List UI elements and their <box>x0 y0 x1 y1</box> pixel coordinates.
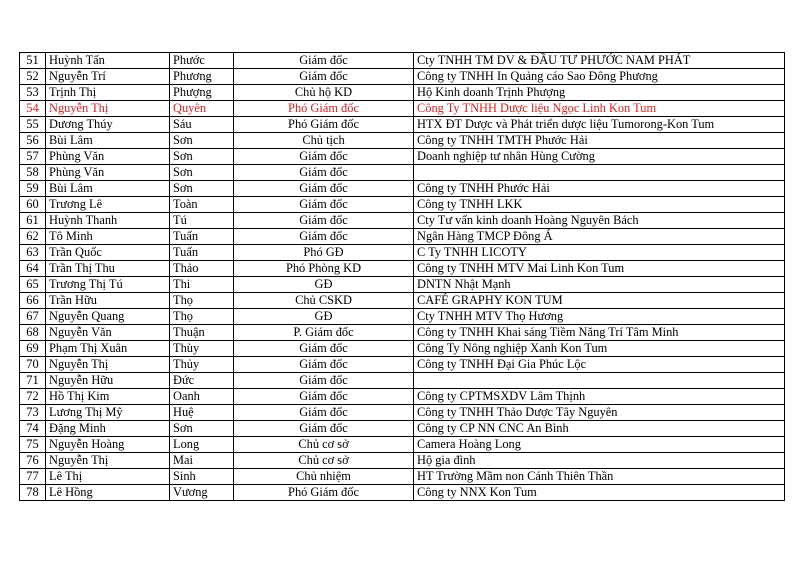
given-name-cell: Tú <box>170 213 234 229</box>
position-cell: Giám đốc <box>234 69 414 85</box>
table-row <box>20 485 785 501</box>
table-row <box>20 133 785 149</box>
table-row <box>20 101 785 117</box>
given-name-cell: Oanh <box>170 389 234 405</box>
table-row <box>20 261 785 277</box>
given-name-cell: Sơn <box>170 181 234 197</box>
surname-cell: Tô Minh <box>46 229 170 245</box>
organization-cell: Camera Hoàng Long <box>414 437 785 453</box>
table-row <box>20 309 785 325</box>
row-number: 75 <box>20 437 46 453</box>
row-number: 77 <box>20 469 46 485</box>
table-row <box>20 69 785 85</box>
surname-cell: Nguyễn Hữu <box>46 373 170 389</box>
surname-cell: Nguyễn Hoàng <box>46 437 170 453</box>
surname-cell: Huỳnh Tấn <box>46 53 170 69</box>
row-number: 61 <box>20 213 46 229</box>
position-cell: Giám đốc <box>234 229 414 245</box>
surname-cell: Phùng Văn <box>46 149 170 165</box>
given-name-cell: Phương <box>170 69 234 85</box>
organization-cell: Công ty TNHH In Quảng cáo Sao Đông Phương <box>414 69 785 85</box>
table-row <box>20 245 785 261</box>
organization-cell <box>414 373 785 389</box>
organization-cell: Công ty TNHH Đại Gia Phúc Lộc <box>414 357 785 373</box>
organization-cell: Hộ gia đình <box>414 453 785 469</box>
given-name-cell: Huệ <box>170 405 234 421</box>
member-table <box>19 52 785 501</box>
position-cell: Chủ CSKD <box>234 293 414 309</box>
surname-cell: Nguyễn Thị <box>46 453 170 469</box>
organization-cell: DNTN Nhật Mạnh <box>414 277 785 293</box>
row-number: 78 <box>20 485 46 501</box>
row-number: 55 <box>20 117 46 133</box>
organization-cell: Công Ty Nông nghiệp Xanh Kon Tum <box>414 341 785 357</box>
given-name-cell: Thủy <box>170 357 234 373</box>
row-number: 69 <box>20 341 46 357</box>
position-cell: Chủ nhiệm <box>234 469 414 485</box>
surname-cell: Nguyễn Thị <box>46 357 170 373</box>
position-cell: Phó Giám đốc <box>234 485 414 501</box>
surname-cell: Phùng Văn <box>46 165 170 181</box>
given-name-cell: Phước <box>170 53 234 69</box>
given-name-cell: Sơn <box>170 165 234 181</box>
organization-cell: Cty TNHH MTV Thọ Hương <box>414 309 785 325</box>
surname-cell: Nguyễn Trí <box>46 69 170 85</box>
table-row <box>20 85 785 101</box>
position-cell: Giám đốc <box>234 357 414 373</box>
position-cell: GĐ <box>234 309 414 325</box>
surname-cell: Trịnh Thị <box>46 85 170 101</box>
row-number: 52 <box>20 69 46 85</box>
given-name-cell: Quyên <box>170 101 234 117</box>
given-name-cell: Toàn <box>170 197 234 213</box>
surname-cell: Lê Thị <box>46 469 170 485</box>
given-name-cell: Sáu <box>170 117 234 133</box>
surname-cell: Trương Lê <box>46 197 170 213</box>
position-cell: Giám đốc <box>234 389 414 405</box>
given-name-cell: Sơn <box>170 149 234 165</box>
organization-cell: Công ty TNHH MTV Mai Linh Kon Tum <box>414 261 785 277</box>
surname-cell: Nguyễn Quang <box>46 309 170 325</box>
surname-cell: Phạm Thị Xuân <box>46 341 170 357</box>
given-name-cell: Phượng <box>170 85 234 101</box>
row-number: 70 <box>20 357 46 373</box>
given-name-cell: Thọ <box>170 293 234 309</box>
position-cell: Phó GĐ <box>234 245 414 261</box>
table-row <box>20 165 785 181</box>
position-cell: Giám đốc <box>234 197 414 213</box>
position-cell: Phó Giám đốc <box>234 101 414 117</box>
row-number: 64 <box>20 261 46 277</box>
row-number: 72 <box>20 389 46 405</box>
surname-cell: Lương Thị Mỹ <box>46 405 170 421</box>
given-name-cell: Sơn <box>170 133 234 149</box>
position-cell: Chủ tịch <box>234 133 414 149</box>
organization-cell <box>414 165 785 181</box>
surname-cell: Hồ Thị Kim <box>46 389 170 405</box>
given-name-cell: Sơn <box>170 421 234 437</box>
table-row <box>20 437 785 453</box>
surname-cell: Huỳnh Thanh <box>46 213 170 229</box>
table-row <box>20 149 785 165</box>
given-name-cell: Vương <box>170 485 234 501</box>
given-name-cell: Tuấn <box>170 229 234 245</box>
table-row <box>20 213 785 229</box>
position-cell: P. Giám đốc <box>234 325 414 341</box>
position-cell: Giám đốc <box>234 181 414 197</box>
table-row <box>20 469 785 485</box>
organization-cell: Doanh nghiệp tư nhân Hùng Cường <box>414 149 785 165</box>
surname-cell: Trần Hữu <box>46 293 170 309</box>
given-name-cell: Đức <box>170 373 234 389</box>
row-number: 66 <box>20 293 46 309</box>
row-number: 67 <box>20 309 46 325</box>
position-cell: Giám đốc <box>234 165 414 181</box>
surname-cell: Bùi Lâm <box>46 133 170 149</box>
table-row <box>20 373 785 389</box>
surname-cell: Bùi Lâm <box>46 181 170 197</box>
given-name-cell: Thuận <box>170 325 234 341</box>
organization-cell: Công ty NNX Kon Tum <box>414 485 785 501</box>
member-table-body <box>20 53 785 501</box>
row-number: 62 <box>20 229 46 245</box>
organization-cell: HT Trường Mầm non Cánh Thiên Thần <box>414 469 785 485</box>
surname-cell: Nguyễn Thị <box>46 101 170 117</box>
table-row <box>20 405 785 421</box>
position-cell: Giám đốc <box>234 373 414 389</box>
organization-cell: Công ty CP NN CNC An Bình <box>414 421 785 437</box>
organization-cell: Cty TNHH TM DV & ĐẦU TƯ PHƯỚC NAM PHÁT <box>414 53 785 69</box>
surname-cell: Trương Thị Tú <box>46 277 170 293</box>
table-row <box>20 181 785 197</box>
organization-cell: Công ty CPTMSXDV Lâm Thịnh <box>414 389 785 405</box>
position-cell: Giám đốc <box>234 53 414 69</box>
row-number: 53 <box>20 85 46 101</box>
table-row <box>20 117 785 133</box>
organization-cell: Công ty TNHH Khai sáng Tiềm Năng Trí Tâm Minh <box>414 325 785 341</box>
position-cell: Giám đốc <box>234 149 414 165</box>
table-row <box>20 341 785 357</box>
table-row <box>20 421 785 437</box>
organization-cell: Hộ Kinh doanh Trịnh Phượng <box>414 85 785 101</box>
surname-cell: Trần Quốc <box>46 245 170 261</box>
row-number: 57 <box>20 149 46 165</box>
position-cell: Giám đốc <box>234 405 414 421</box>
organization-cell: CAFÉ GRAPHY KON TUM <box>414 293 785 309</box>
position-cell: Giám đốc <box>234 421 414 437</box>
table-row <box>20 325 785 341</box>
given-name-cell: Long <box>170 437 234 453</box>
row-number: 73 <box>20 405 46 421</box>
row-number: 59 <box>20 181 46 197</box>
row-number: 68 <box>20 325 46 341</box>
organization-cell: HTX ĐT Dược và Phát triển dược liệu Tumorong-Kon Tum <box>414 117 785 133</box>
organization-cell: Công ty TNHH LKK <box>414 197 785 213</box>
position-cell: GĐ <box>234 277 414 293</box>
row-number: 74 <box>20 421 46 437</box>
row-number: 56 <box>20 133 46 149</box>
position-cell: Phó Phòng KD <box>234 261 414 277</box>
position-cell: Chủ cơ sở <box>234 453 414 469</box>
given-name-cell: Thi <box>170 277 234 293</box>
row-number: 76 <box>20 453 46 469</box>
row-number: 54 <box>20 101 46 117</box>
row-number: 65 <box>20 277 46 293</box>
table-row <box>20 357 785 373</box>
position-cell: Giám đốc <box>234 213 414 229</box>
organization-cell: Ngân Hàng TMCP Đông Á <box>414 229 785 245</box>
position-cell: Chủ cơ sở <box>234 437 414 453</box>
row-number: 58 <box>20 165 46 181</box>
surname-cell: Đặng Minh <box>46 421 170 437</box>
surname-cell: Trần Thị Thu <box>46 261 170 277</box>
position-cell: Phó Giám đốc <box>234 117 414 133</box>
row-number: 63 <box>20 245 46 261</box>
table-row <box>20 293 785 309</box>
surname-cell: Dương Thúy <box>46 117 170 133</box>
organization-cell: Công Ty TNHH Dược liệu Ngọc Linh Kon Tum <box>414 101 785 117</box>
table-row <box>20 197 785 213</box>
position-cell: Chủ hộ KD <box>234 85 414 101</box>
given-name-cell: Thọ <box>170 309 234 325</box>
organization-cell: Công ty TNHH Thảo Dược Tây Nguyên <box>414 405 785 421</box>
table-row <box>20 229 785 245</box>
table-row <box>20 389 785 405</box>
organization-cell: Cty Tư vấn kinh doanh Hoàng Nguyên Bách <box>414 213 785 229</box>
surname-cell: Lê Hồng <box>46 485 170 501</box>
organization-cell: Công ty TNHH Phước Hải <box>414 181 785 197</box>
row-number: 60 <box>20 197 46 213</box>
row-number: 51 <box>20 53 46 69</box>
row-number: 71 <box>20 373 46 389</box>
table-row <box>20 53 785 69</box>
table-row <box>20 453 785 469</box>
given-name-cell: Thùy <box>170 341 234 357</box>
given-name-cell: Thảo <box>170 261 234 277</box>
surname-cell: Nguyễn Văn <box>46 325 170 341</box>
given-name-cell: Mai <box>170 453 234 469</box>
organization-cell: C Ty TNHH LICOTY <box>414 245 785 261</box>
position-cell: Giám đốc <box>234 341 414 357</box>
given-name-cell: Tuấn <box>170 245 234 261</box>
organization-cell: Công ty TNHH TMTH Phước Hải <box>414 133 785 149</box>
table-row <box>20 277 785 293</box>
given-name-cell: Sinh <box>170 469 234 485</box>
